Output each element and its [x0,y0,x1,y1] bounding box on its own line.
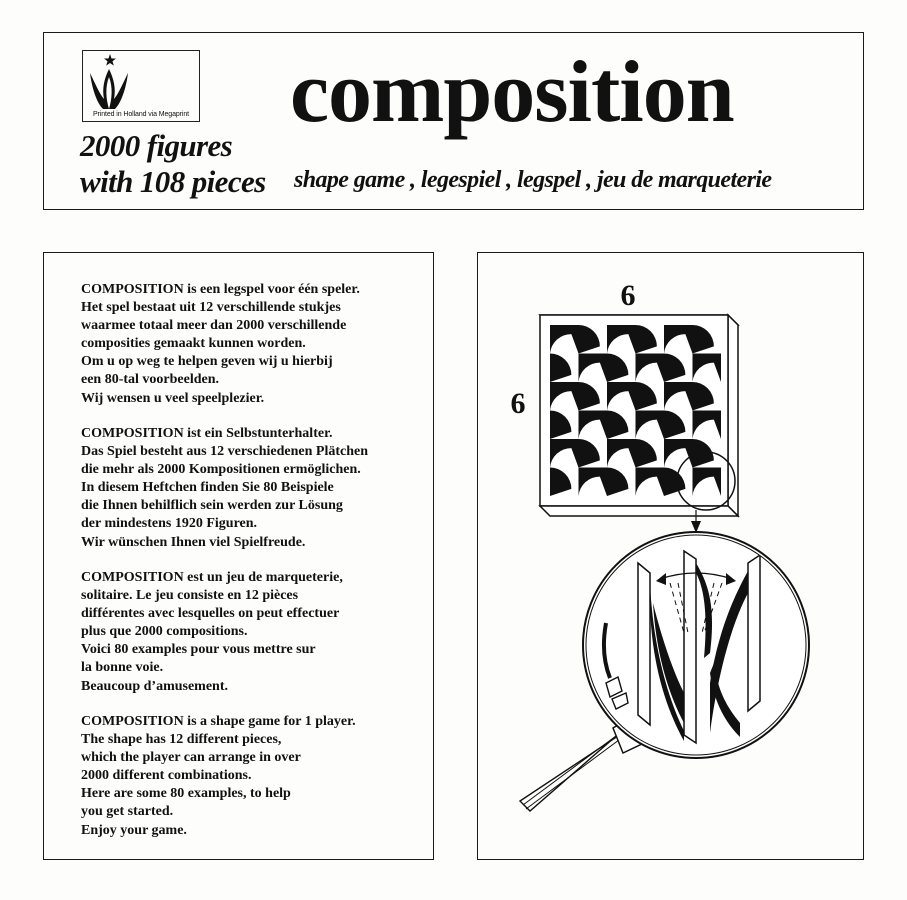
board-tile [607,325,636,354]
board-tile [550,382,579,411]
puzzle-illustration [478,253,863,859]
board-tile [664,382,693,411]
board-tile [636,382,665,411]
tile-grid [550,325,721,496]
board-tile [636,325,665,354]
board-tile [550,439,579,468]
board-tile [579,411,608,440]
board-tile [579,439,608,468]
puzzle-board [540,315,738,516]
board-tile [579,354,608,383]
board-tile [550,325,579,354]
illustration-panel [477,252,864,860]
magnifier-lens [583,532,809,758]
figures-line-2: with 108 pieces [80,164,266,199]
board-tile [550,411,579,440]
board-tile [607,354,636,383]
board-tile [693,354,722,383]
product-subtitle: shape game , legespiel , legspel , jeu de marqueterie [294,167,772,193]
logo-caption: Printed in Holland via Megaprint [92,111,190,118]
board-tile [607,468,636,497]
board-tile [664,354,693,383]
board-tile [550,354,579,383]
grid-rows-label: 6 [510,387,526,420]
board-tile [693,411,722,440]
board-tile [579,468,608,497]
board-tile [664,325,693,354]
board-tile [693,382,722,411]
instructions-panel [43,252,434,860]
paragraph-english: COMPOSITION is a shape game for 1 player. The shape has 12 different pieces, which the player can arrange in over 2000 different combinations. Here are some 80 examples, to help you get started. Enjoy your game. [81,714,356,838]
board-tile [636,411,665,440]
board-tile [636,439,665,468]
board-tile [579,382,608,411]
grid-columns-label: 6 [620,279,636,312]
board-tile [693,325,722,354]
paragraph-dutch: COMPOSITION is een legspel voor één speler. Het spel bestaat uit 12 verschillende stukjes waarmee totaal meer dan 2000 verschillende composities gemaakt kunnen worden. Om u op weg te helpen geven wij u hierbij een 80-tal voorbeelden. Wij wensen u veel speelplezier. [81,282,360,406]
board-tile [607,439,636,468]
board-tile [636,468,665,497]
board-tile [693,468,722,497]
board-tile [636,354,665,383]
paragraph-french: COMPOSITION est un jeu de marqueterie, solitaire. Le jeu consiste en 12 pièces différentes avec lesquelles on peut effectuer plus que 2000 compositions. Voici 80 examples pour vous mettre sur la bonne voie. Beaucoup d’amusement. [81,570,343,694]
board-tile [607,411,636,440]
product-title: composition [290,44,734,141]
figures-count-heading [80,128,266,200]
board-tile [607,382,636,411]
board-tile [579,325,608,354]
board-tile [664,439,693,468]
board-tile [664,411,693,440]
publisher-logo [82,50,200,122]
paragraph-german: COMPOSITION ist ein Selbstunterhalter. Das Spiel besteht aus 12 verschiedenen Plätchen die mehr als 2000 Kompositionen ermöglichen. In diesem Heftchen finden Sie 80 Beispiele die Ihnen behilflich sein werden zur Lösung der mindestens 1920 Figuren. Wir wünschen Ihnen viel Spielfreude. [81,426,368,550]
header-panel [43,32,864,210]
figures-line-1: 2000 figures [80,128,233,163]
board-tile [550,468,579,497]
